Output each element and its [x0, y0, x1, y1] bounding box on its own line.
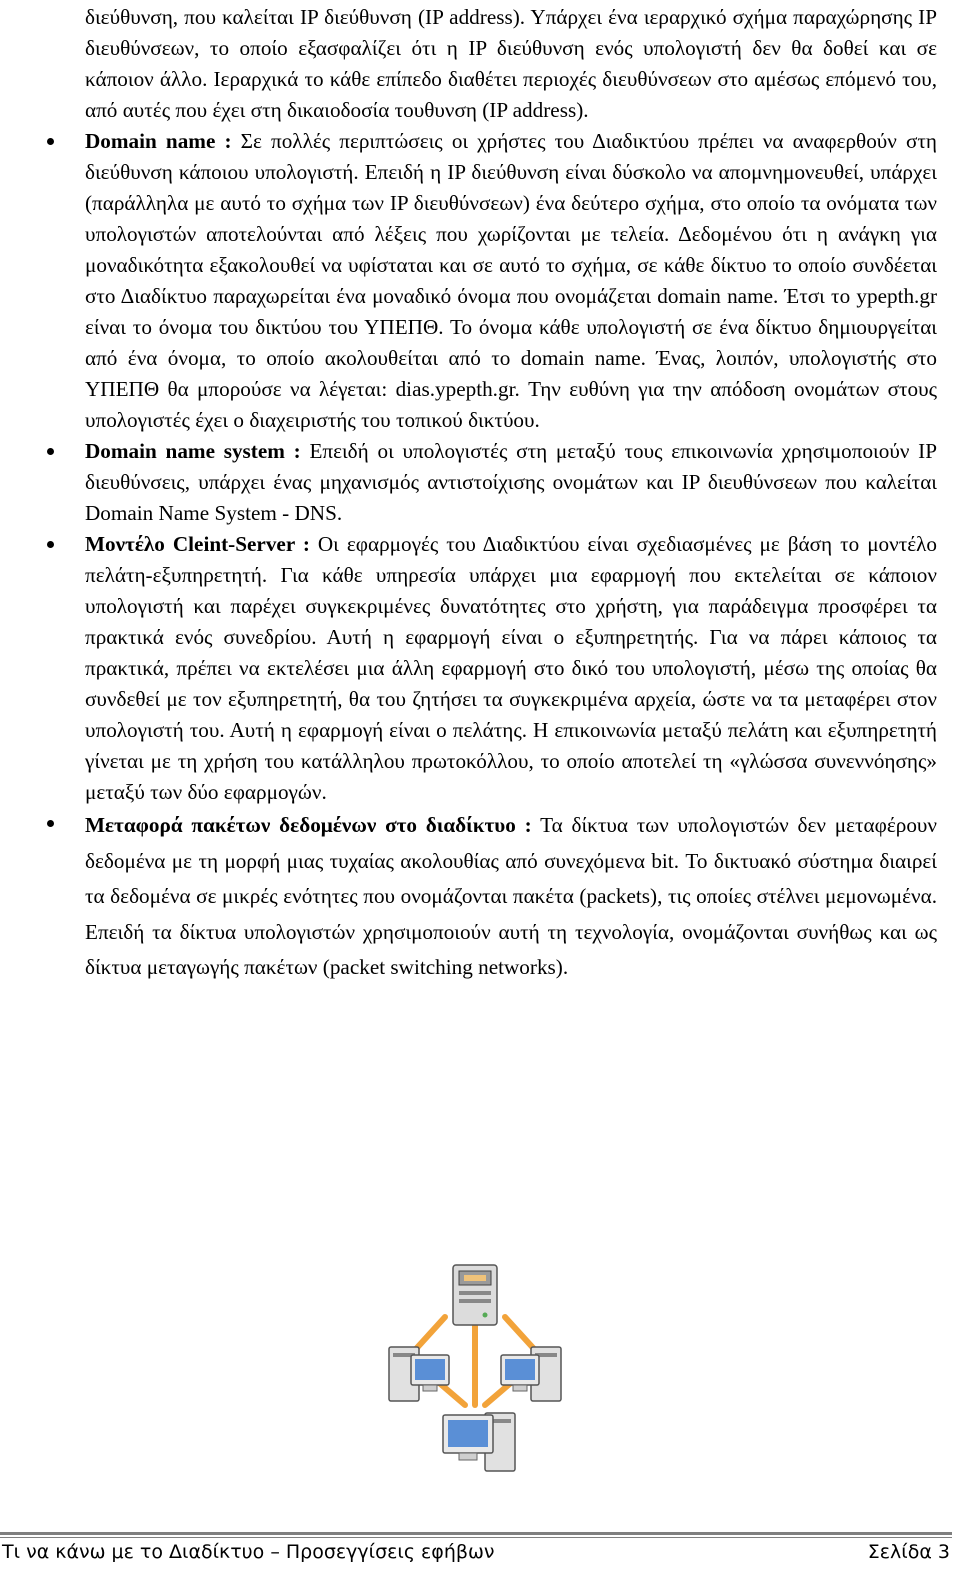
bullet-domain-name-system — [85, 436, 937, 529]
bullet-text: Επειδή οι υπολογιστές στη μεταξύ τους επικοινωνία χρησιμοποιούν IP διευθύνσεις, υπάρχει ένας μηχανισμός αντιστοίχισης ονομάτων και IP διευθύνσεων που καλείται Domain Name System - DNS. — [85, 439, 937, 525]
bullet-packet-transfer — [85, 808, 937, 986]
bullet-term: Μοντέλο Cleint-Server : — [85, 532, 310, 556]
bullet-dot — [47, 541, 54, 548]
footer-page-number: Σελίδα 3 — [867, 1541, 950, 1563]
computer-left-icon — [389, 1347, 449, 1401]
bullet-text: Σε πολλές περιπτώσεις οι χρήστες του Διαδικτύου πρέπει να αναφερθούν στη διεύθυνση κάποιου υπολογιστή. Επειδή η IP διεύθυνση είναι δύσκολο να απομνημονευθεί, υπάρχει (παράλληλα με αυτό το σχήμα των IP διευθύνσεων) ένα δεύτερο σχήμα, στο οποίο τα ονόματα των υπολογιστών αποτελούνται από λέξεις που χωρίζονται με τελεία. Δεδομένου ότι η ανάγκη για μοναδικότητα εξακολουθεί να υφίσταται και σε αυτό το σχήμα, σε κάθε δίκτυο το οποίο συνδέεται στο Διαδίκτυο παραχωρείται ένα μοναδικό όνομα που ονομάζεται domain name. Έτσι το ypepth.gr είναι το όνομα του δικτύου του ΥΠΕΠΘ. Το όνομα κάθε υπολογιστή σε ένα δίκτυο δημιουργείται από ένα όνομα, το οποίο ακολουθείται από το domain name. Ένας, λοιπόν, υπολογιστής στο ΥΠΕΠΘ θα μπορούσε να λέγεται: dias.ypepth.gr. Την ευθύνη για την απόδοση ονομάτων στους υπολογιστές έχει ο διαχειριστής του τοπικού δικτύου. — [85, 129, 937, 432]
intro-paragraph: διεύθυνση, που καλείται IP διεύθυνση (IP address). Υπάρχει ένα ιεραρχικό σχήμα παραχώρησης IP διευθύνσεων, το οποίο εξασφαλίζει ότι η IP διεύθυνση ενός υπολογιστή δεν θα δοθεί και σε κάποιον άλλο. Ιεραρχικά το κάθε επίπεδο διαθέτει περιοχές διευθύνσεων στο αμέσως επόμενό του, από αυτές που έχει στη δικαιοδοσία τουθυνση (IP address). — [85, 5, 937, 122]
footer-title: Τι να κάνω με το Διαδίκτυο – Προσεγγίσεις εφήβων — [2, 1541, 495, 1563]
computer-bottom-icon — [443, 1413, 515, 1471]
bullet-dot — [47, 448, 54, 455]
bullet-domain-name — [85, 126, 937, 436]
server-icon — [453, 1265, 497, 1325]
bullet-term: Domain name : — [85, 129, 232, 153]
bullet-text: Τα δίκτυα των υπολογιστών δεν μεταφέρουν δεδομένα με τη μορφή μιας τυχαίας ακολουθίας από συνεχόμενα bit. Το δικτυακό σύστημα διαιρεί τα δεδομένα σε μικρές ενότητες που ονομάζονται πακέτα (packets), τις οποίες στέλνει μεμονωμένα. Επειδή τα δίκτυα υπολογιστών χρησιμοποιούν αυτή τη τεχνολογία, ονομάζονται συνήθως και ως δίκτυα μεταγωγής πακέτων (packet switching networks). — [85, 813, 937, 979]
bullet-term: Μεταφορά πακέτων δεδομένων στο διαδίκτυο : — [85, 813, 532, 837]
network-clipart-image — [385, 1255, 565, 1485]
document-body — [85, 2, 937, 986]
footer-rule — [0, 1532, 952, 1535]
bullet-dot — [47, 138, 54, 145]
computer-right-icon — [501, 1347, 561, 1401]
footer-rule-thin — [0, 1537, 952, 1538]
bullet-client-server — [85, 529, 937, 808]
bullet-term: Domain name system : — [85, 439, 301, 463]
bullet-text: Οι εφαρμογές του Διαδικτύου είναι σχεδιασμένες με βάση το μοντέλο πελάτη-εξυπηρετητή. Για κάθε υπηρεσία υπάρχει μια εφαρμογή που εκτελείται σε κάποιον υπολογιστή και παρέχει συγκεκριμένες δυνατότητες στο χρήστη, για παράδειγμα προσφέρει τα πρακτικά ενός συνεδρίου. Αυτή η εφαρμογή είναι ο εξυπηρετητής. Για να πάρει κάποιος τα πρακτικά, πρέπει να εκτελέσει μια άλλη εφαρμογή στο δικό του υπολογιστή, μέσω της οποίας θα συνδεθεί με τον εξυπηρετητή, θα του ζητήσει τα συγκεκριμένα αρχεία, ώστε να τα μεταφέρει στον υπολογιστή του. Αυτή η εφαρμογή είναι ο πελάτης. Η επικοινωνία μεταξύ πελάτη και εξυπηρετητή γίνεται με τη χρήση του κατάλληλου πρωτοκόλλου, το οποίο αποτελεί τη «γλώσσα συνεννόησης» μεταξύ των δύο εφαρμογών. — [85, 532, 938, 804]
bullet-dot — [47, 820, 54, 827]
